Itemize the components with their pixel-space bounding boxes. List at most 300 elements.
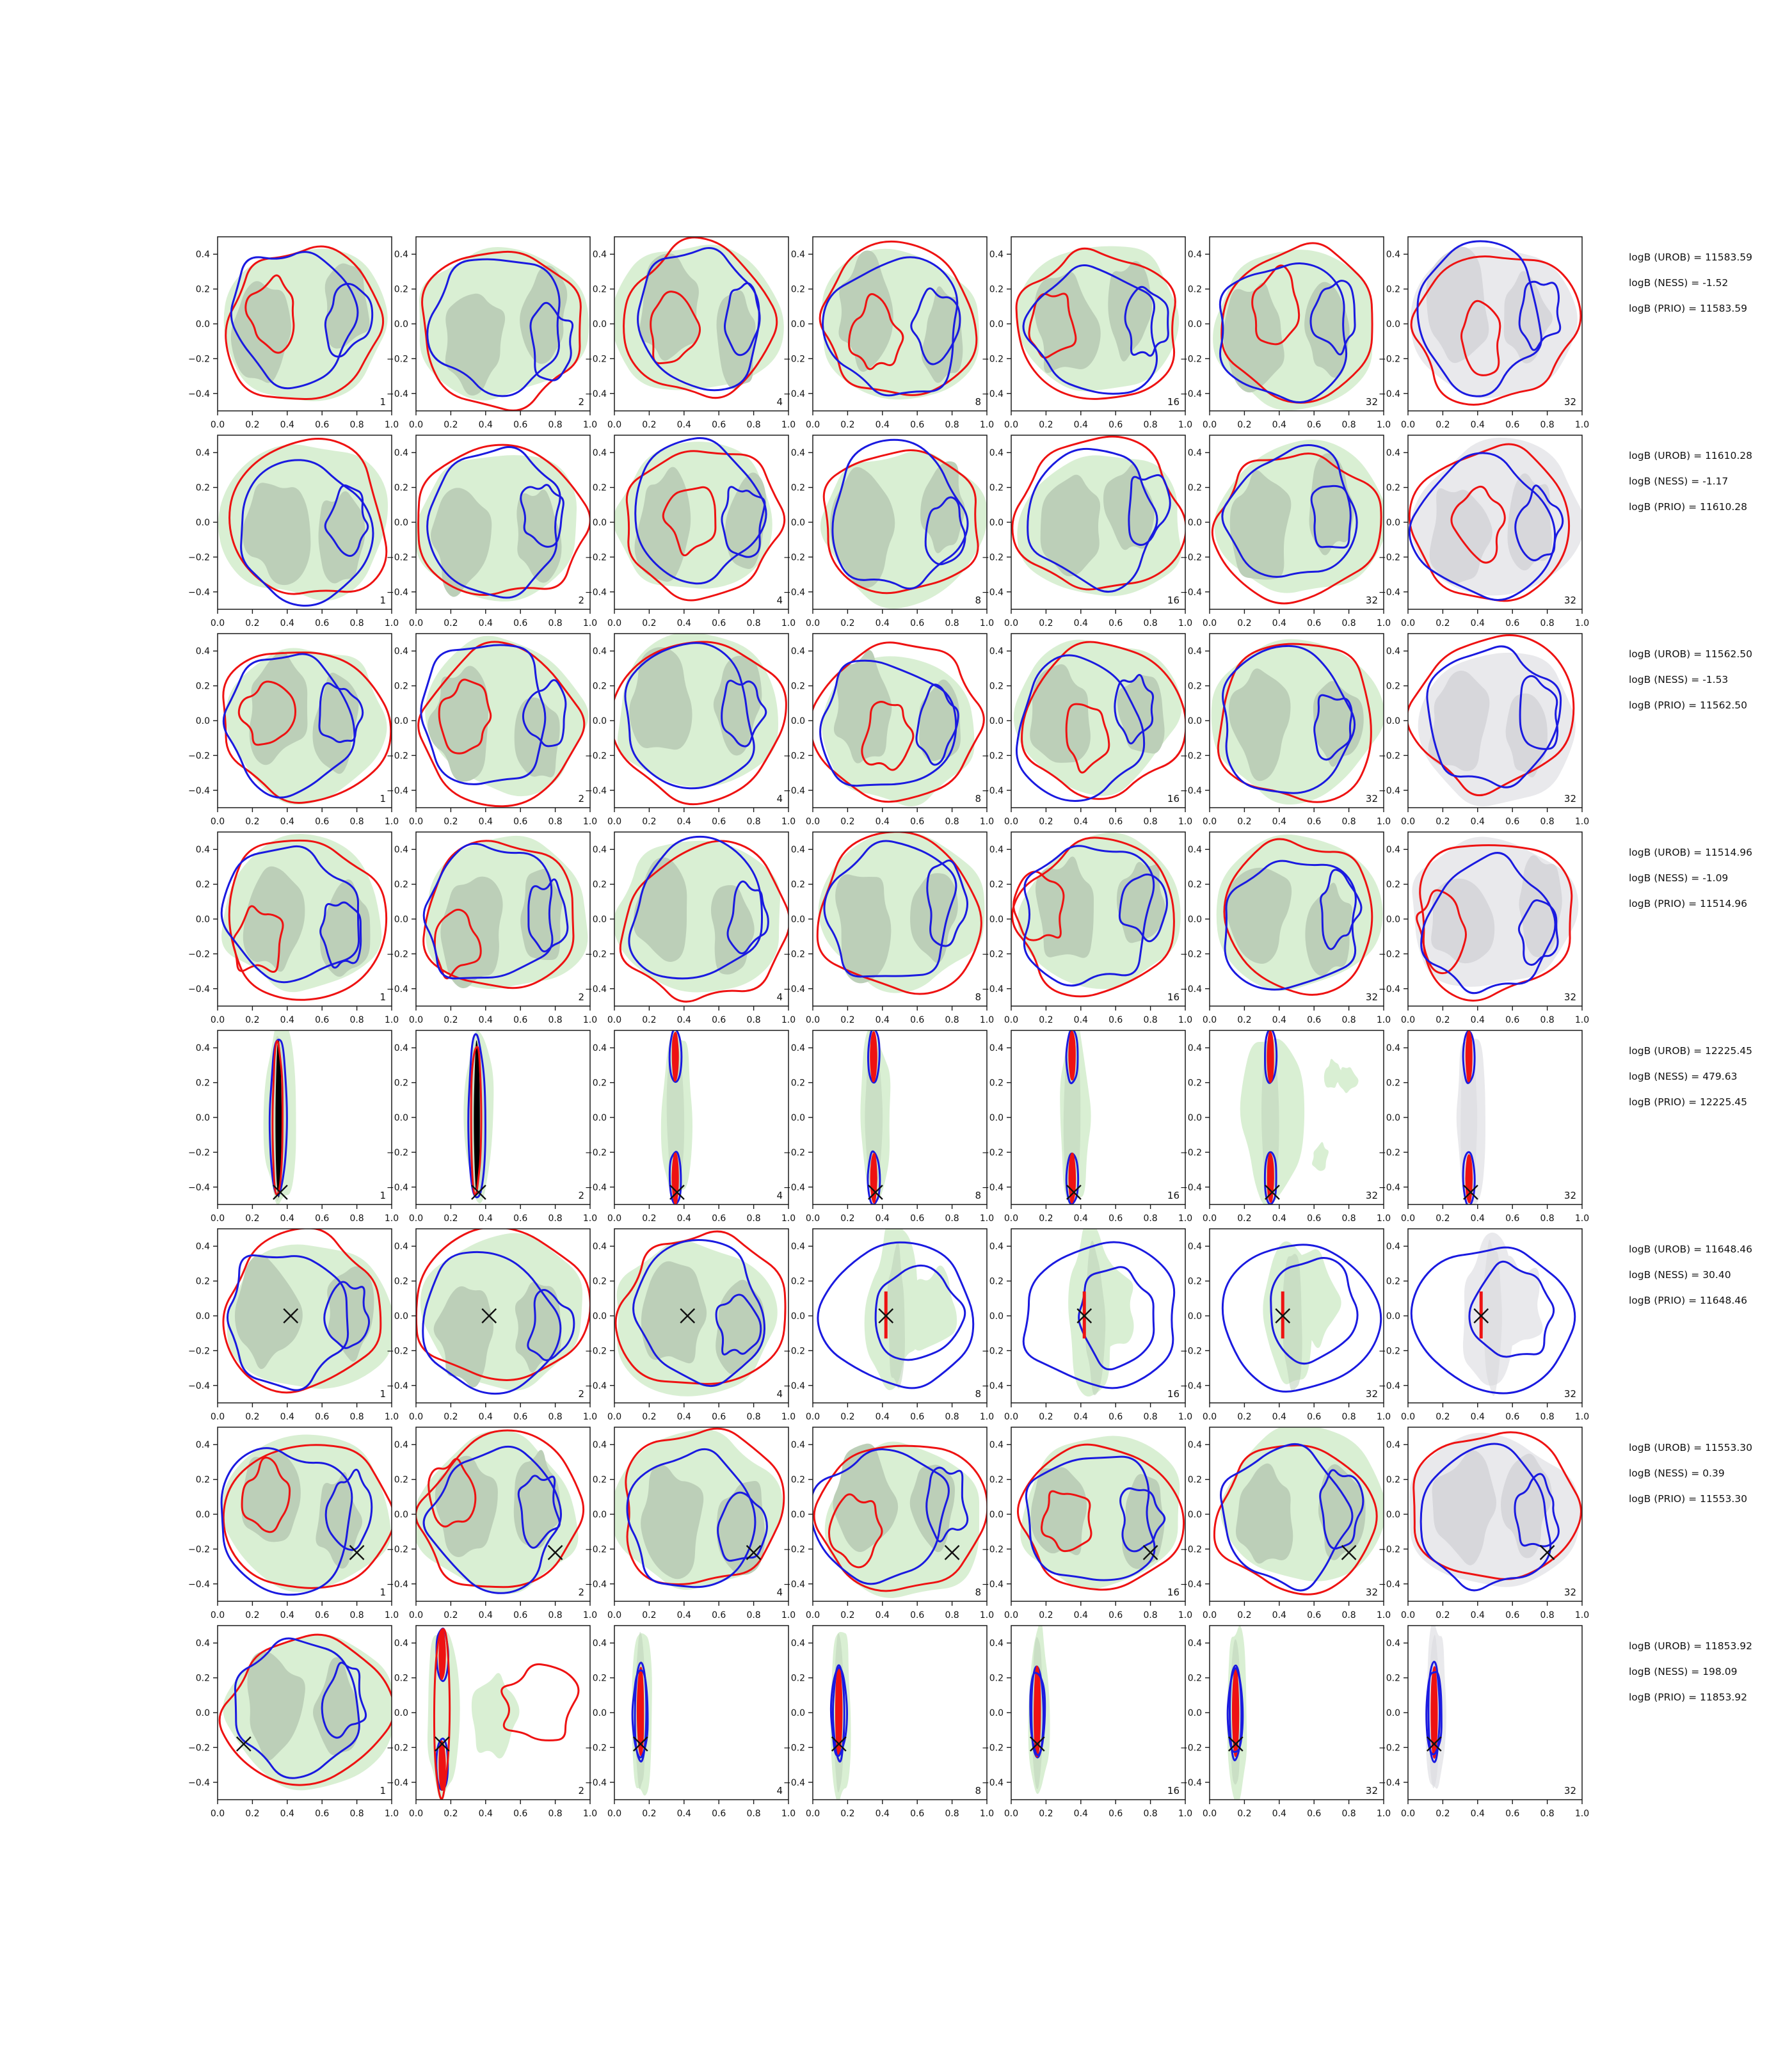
- y-tick-label: 0.4: [195, 1638, 210, 1649]
- x-tick-label: 0.6: [315, 420, 330, 430]
- y-tick-label: −0.2: [387, 1544, 408, 1555]
- x-tick-label: 0.6: [513, 1412, 528, 1422]
- y-tick-label: −0.4: [783, 984, 805, 995]
- x-tick-label: 0.2: [444, 420, 458, 430]
- chain-count-corner-label: 4: [776, 991, 783, 1003]
- x-tick-label: 1.0: [979, 1809, 995, 1819]
- y-tick-label: 0.2: [1386, 1078, 1400, 1089]
- x-tick-label: 0.4: [280, 618, 294, 628]
- x-tick-label: 0.0: [210, 618, 225, 628]
- y-tick-label: 0.2: [790, 1475, 805, 1485]
- x-tick-label: 0.6: [315, 1213, 330, 1224]
- chain-count-corner-label: 16: [1167, 1388, 1180, 1400]
- chain-count-corner-label: 8: [975, 595, 981, 606]
- x-tick-label: 0.4: [280, 1213, 294, 1224]
- y-tick-label: −0.4: [585, 1182, 607, 1193]
- kde-plot-area: [221, 834, 387, 1000]
- y-tick-label: −0.4: [1379, 1777, 1400, 1788]
- x-tick-label: 0.2: [1237, 817, 1252, 827]
- subplot-r5c4: [783, 1027, 994, 1224]
- axes-box: [1408, 1030, 1582, 1204]
- chain-count-corner-label: 16: [1167, 1587, 1180, 1598]
- x-tick-label: 0.4: [478, 420, 493, 430]
- kde-plot-area: [1240, 1029, 1359, 1206]
- y-tick-label: −0.2: [1379, 1544, 1400, 1555]
- x-tick-label: 0.8: [746, 1412, 761, 1422]
- x-tick-label: 0.4: [1272, 420, 1286, 430]
- x-tick-label: 1.0: [1574, 1015, 1590, 1025]
- x-tick-label: 0.6: [712, 1412, 726, 1422]
- x-tick-label: 0.0: [408, 817, 424, 827]
- y-tick-label: 0.0: [1187, 319, 1202, 330]
- y-tick-label: −0.4: [188, 984, 210, 995]
- y-tick-label: −0.2: [585, 354, 607, 365]
- x-tick-label: 1.0: [384, 1610, 399, 1620]
- x-tick-label: 0.0: [805, 817, 820, 827]
- chain-count-corner-label: 1: [380, 396, 386, 408]
- subplot-r7c5: [979, 1427, 1193, 1620]
- kde-plot-area: [1217, 835, 1383, 995]
- y-tick-label: 0.0: [394, 1708, 408, 1718]
- x-tick-label: 0.4: [1073, 1015, 1088, 1025]
- y-tick-label: 0.4: [1386, 1440, 1400, 1451]
- logb-urob-label-row8: logB (UROB) = 11853.92: [1629, 1640, 1753, 1652]
- x-tick-label: 1.0: [1574, 1412, 1590, 1422]
- y-tick-label: −0.4: [387, 1777, 408, 1788]
- chain-count-corner-label: 8: [975, 1190, 981, 1201]
- logb-urob-label-row7: logB (UROB) = 11553.30: [1629, 1442, 1753, 1453]
- x-tick-label: 1.0: [1178, 1809, 1193, 1819]
- x-tick-label: 0.8: [1341, 1213, 1356, 1224]
- x-tick-label: 0.6: [513, 1213, 528, 1224]
- y-tick-label: 0.4: [1386, 845, 1400, 856]
- y-tick-label: 0.2: [989, 1475, 1004, 1485]
- x-tick-label: 0.4: [875, 817, 890, 827]
- y-tick-label: 0.2: [394, 1475, 408, 1485]
- y-tick-label: 0.2: [195, 284, 210, 295]
- kde-plot-area: [1012, 436, 1186, 596]
- y-tick-label: −0.4: [783, 587, 805, 598]
- x-tick-label: 0.0: [210, 1213, 225, 1224]
- kde-plot-area: [661, 1029, 692, 1204]
- x-tick-label: 0.8: [746, 1610, 761, 1620]
- kde-plot-area: [428, 1629, 579, 1800]
- x-tick-label: 0.8: [349, 817, 364, 827]
- kde-plot-area: [223, 1228, 394, 1393]
- subplot-r3c3: [582, 632, 796, 827]
- x-tick-label: 0.8: [349, 1015, 364, 1025]
- x-tick-label: 0.0: [1400, 817, 1416, 827]
- chain-count-corner-label: 1: [380, 793, 386, 804]
- y-tick-label: −0.4: [1180, 1182, 1202, 1193]
- y-tick-label: −0.2: [585, 1346, 607, 1357]
- x-tick-label: 0.2: [245, 1610, 260, 1620]
- x-tick-label: 0.4: [676, 420, 691, 430]
- kde-plot-area: [221, 1435, 394, 1595]
- kde-plot-area: [1457, 1031, 1485, 1207]
- y-tick-label: 0.4: [989, 1440, 1004, 1451]
- y-tick-label: −0.2: [982, 1743, 1004, 1754]
- x-tick-label: 0.8: [1540, 1412, 1555, 1422]
- y-tick-label: 0.2: [1187, 1475, 1202, 1485]
- x-tick-label: 0.0: [607, 1610, 622, 1620]
- x-tick-label: 0.6: [712, 1610, 726, 1620]
- subplot-r5c6: [1180, 1029, 1391, 1224]
- x-tick-label: 0.6: [1505, 817, 1520, 827]
- y-tick-label: 0.4: [592, 1638, 607, 1649]
- y-tick-label: 0.4: [394, 448, 408, 459]
- x-tick-label: 0.6: [1307, 420, 1322, 430]
- y-tick-label: 0.2: [1187, 483, 1202, 493]
- chain-count-corner-label: 4: [776, 1587, 783, 1598]
- logb-ness-label-row3: logB (NESS) = -1.53: [1629, 674, 1729, 685]
- y-tick-label: −0.2: [1379, 949, 1400, 960]
- x-tick-label: 0.6: [1108, 1809, 1123, 1819]
- chain-count-corner-label: 32: [1365, 396, 1378, 408]
- x-tick-label: 1.0: [781, 1015, 796, 1025]
- x-tick-label: 0.4: [478, 1015, 493, 1025]
- subplot-r4c5: [979, 832, 1193, 1025]
- kde-plot-area: [820, 440, 988, 609]
- y-tick-label: 0.2: [1187, 284, 1202, 295]
- y-tick-label: −0.2: [982, 949, 1004, 960]
- x-tick-label: 0.6: [1307, 618, 1322, 628]
- x-tick-label: 1.0: [1178, 618, 1193, 628]
- x-tick-label: 0.8: [746, 1809, 761, 1819]
- x-tick-label: 0.2: [1436, 420, 1450, 430]
- chain-count-corner-label: 16: [1167, 1190, 1180, 1201]
- y-tick-label: −0.4: [1180, 984, 1202, 995]
- y-tick-label: 0.2: [195, 879, 210, 890]
- x-tick-label: 0.4: [1073, 618, 1088, 628]
- x-tick-label: 1.0: [1574, 618, 1590, 628]
- x-tick-label: 0.0: [1400, 1412, 1416, 1422]
- y-tick-label: −0.4: [188, 1579, 210, 1590]
- y-tick-label: 0.2: [1187, 879, 1202, 890]
- kde-plot-area: [860, 1027, 890, 1205]
- x-tick-label: 0.2: [642, 1213, 657, 1224]
- y-tick-label: 0.4: [195, 1440, 210, 1451]
- y-tick-label: −0.4: [387, 587, 408, 598]
- x-tick-label: 1.0: [1376, 1015, 1391, 1025]
- x-tick-label: 0.6: [513, 420, 528, 430]
- kde-plot-area: [264, 1018, 296, 1204]
- y-tick-label: −0.4: [783, 1579, 805, 1590]
- kde-plot-area: [1409, 1432, 1581, 1590]
- chain-count-corner-label: 16: [1167, 1785, 1180, 1796]
- x-tick-label: 0.2: [642, 1809, 657, 1819]
- x-tick-label: 1.0: [781, 817, 796, 827]
- x-tick-label: 0.4: [1470, 1015, 1485, 1025]
- x-tick-label: 0.6: [1505, 1213, 1520, 1224]
- y-tick-label: 0.4: [1386, 646, 1400, 657]
- kde-plot-area: [1426, 1621, 1446, 1789]
- y-tick-label: 0.4: [989, 1242, 1004, 1252]
- x-tick-label: 0.8: [349, 1412, 364, 1422]
- x-tick-label: 0.2: [245, 420, 260, 430]
- kde-plot-area: [611, 1428, 784, 1590]
- x-tick-label: 0.4: [478, 1809, 493, 1819]
- y-tick-label: 0.4: [394, 1638, 408, 1649]
- y-tick-label: 0.4: [790, 646, 805, 657]
- chain-count-corner-label: 8: [975, 1587, 981, 1598]
- subplot-r7c1: [188, 1427, 399, 1620]
- x-tick-label: 0.0: [607, 420, 622, 430]
- y-tick-label: 0.2: [592, 681, 607, 692]
- y-tick-label: −0.2: [585, 1544, 607, 1555]
- y-tick-label: −0.2: [783, 354, 805, 365]
- y-tick-label: 0.4: [989, 250, 1004, 260]
- x-tick-label: 0.6: [1108, 1610, 1123, 1620]
- x-tick-label: 0.2: [1436, 817, 1450, 827]
- x-tick-label: 0.8: [548, 618, 563, 628]
- x-tick-label: 0.2: [245, 1809, 260, 1819]
- chain-count-corner-label: 32: [1564, 396, 1576, 408]
- x-tick-label: 0.0: [1400, 1015, 1416, 1025]
- y-tick-label: 0.4: [394, 646, 408, 657]
- y-tick-label: 0.0: [394, 1510, 408, 1520]
- y-tick-label: 0.4: [1187, 1043, 1202, 1054]
- kde-plot-area: [412, 1430, 583, 1594]
- chain-count-corner-label: 32: [1564, 793, 1576, 804]
- x-tick-label: 0.2: [1039, 1809, 1053, 1819]
- subplot-r5c7: [1376, 1030, 1590, 1224]
- y-tick-label: −0.2: [1180, 552, 1202, 563]
- x-tick-label: 0.0: [1202, 618, 1217, 628]
- subplot-r2c5: [979, 435, 1193, 628]
- chain-count-corner-label: 8: [975, 396, 981, 408]
- x-tick-label: 0.8: [349, 1610, 364, 1620]
- y-tick-label: 0.2: [195, 1276, 210, 1287]
- kde-plot-area: [1411, 241, 1581, 404]
- x-tick-label: 0.0: [607, 1015, 622, 1025]
- logb-prio-label-row2: logB (PRIO) = 11610.28: [1629, 501, 1747, 513]
- x-tick-label: 0.2: [642, 1610, 657, 1620]
- x-tick-label: 0.0: [1400, 1809, 1416, 1819]
- x-tick-label: 0.4: [280, 420, 294, 430]
- kde-plot-area: [1212, 440, 1388, 604]
- x-tick-label: 0.8: [1341, 1015, 1356, 1025]
- y-tick-label: 0.4: [989, 646, 1004, 657]
- subplot-r7c2: [384, 1427, 598, 1620]
- x-tick-label: 0.2: [840, 1015, 855, 1025]
- y-tick-label: 0.4: [1386, 1043, 1400, 1054]
- y-tick-label: 0.2: [195, 483, 210, 493]
- chain-count-corner-label: 16: [1167, 396, 1180, 408]
- x-tick-label: 0.2: [840, 618, 855, 628]
- x-tick-label: 0.0: [607, 1412, 622, 1422]
- y-tick-label: −0.4: [982, 785, 1004, 796]
- subplot-r1c6: [1180, 237, 1391, 430]
- x-tick-label: 0.8: [945, 1213, 959, 1224]
- y-tick-label: −0.2: [188, 354, 210, 365]
- y-tick-label: 0.2: [790, 284, 805, 295]
- subplot-r1c3: [582, 237, 796, 430]
- y-tick-label: −0.2: [1180, 1148, 1202, 1158]
- x-tick-label: 0.4: [1272, 1809, 1286, 1819]
- y-tick-label: −0.4: [585, 984, 607, 995]
- x-tick-label: 0.2: [840, 1213, 855, 1224]
- x-tick-label: 0.6: [712, 817, 726, 827]
- y-tick-label: 0.2: [592, 879, 607, 890]
- y-tick-label: 0.2: [790, 483, 805, 493]
- y-tick-label: 0.0: [195, 1510, 210, 1520]
- x-tick-label: 0.2: [245, 1213, 260, 1224]
- logb-urob-label-row6: logB (UROB) = 11648.46: [1629, 1244, 1753, 1255]
- x-tick-label: 0.6: [1108, 1412, 1123, 1422]
- x-tick-label: 1.0: [1178, 420, 1193, 430]
- y-tick-label: −0.4: [1379, 1182, 1400, 1193]
- x-tick-label: 0.4: [875, 1610, 890, 1620]
- x-tick-label: 0.6: [910, 420, 925, 430]
- chain-count-corner-label: 4: [776, 396, 783, 408]
- x-tick-label: 0.6: [315, 1809, 330, 1819]
- x-tick-label: 0.8: [548, 817, 563, 827]
- x-tick-label: 0.8: [1540, 618, 1555, 628]
- y-tick-label: 0.2: [394, 1078, 408, 1089]
- x-tick-label: 0.8: [1540, 1809, 1555, 1819]
- y-tick-label: 0.2: [394, 1276, 408, 1287]
- chain-count-corner-label: 2: [578, 991, 584, 1003]
- x-tick-label: 0.6: [1505, 420, 1520, 430]
- x-tick-label: 1.0: [979, 1015, 995, 1025]
- x-tick-label: 1.0: [582, 817, 598, 827]
- y-tick-label: 0.0: [195, 1113, 210, 1123]
- logb-prio-label-row6: logB (PRIO) = 11648.46: [1629, 1295, 1747, 1306]
- x-tick-label: 1.0: [1178, 1213, 1193, 1224]
- chain-count-corner-label: 1: [380, 991, 386, 1003]
- subplot-r5c2: [384, 1030, 598, 1224]
- y-tick-label: 0.0: [989, 1510, 1004, 1520]
- y-tick-label: −0.4: [1180, 785, 1202, 796]
- kde-plot-area: [1028, 1621, 1050, 1794]
- x-tick-label: 1.0: [1574, 1213, 1590, 1224]
- y-tick-label: 0.0: [394, 1311, 408, 1322]
- subplot-r3c6: [1180, 634, 1391, 827]
- x-tick-label: 1.0: [1376, 817, 1391, 827]
- y-tick-label: −0.4: [188, 587, 210, 598]
- y-tick-label: 0.0: [195, 915, 210, 925]
- x-tick-label: 1.0: [1376, 618, 1391, 628]
- y-tick-label: 0.4: [592, 1242, 607, 1252]
- logb-ness-label-row8: logB (NESS) = 198.09: [1629, 1666, 1738, 1677]
- y-tick-label: 0.2: [1386, 879, 1400, 890]
- x-tick-label: 1.0: [1178, 1610, 1193, 1620]
- y-tick-label: −0.2: [982, 1346, 1004, 1357]
- chain-count-corner-label: 32: [1564, 1388, 1576, 1400]
- chain-count-corner-label: 4: [776, 1190, 783, 1201]
- x-tick-label: 0.0: [1202, 1213, 1217, 1224]
- y-tick-label: 0.2: [1386, 1475, 1400, 1485]
- y-tick-label: 0.4: [592, 845, 607, 856]
- x-tick-label: 0.2: [245, 618, 260, 628]
- y-tick-label: −0.4: [188, 1777, 210, 1788]
- x-tick-label: 0.2: [840, 1412, 855, 1422]
- y-tick-label: −0.4: [188, 785, 210, 796]
- y-tick-label: −0.2: [188, 949, 210, 960]
- kde-plot-area: [1411, 1233, 1574, 1396]
- subplot-r2c6: [1180, 435, 1391, 628]
- chain-count-corner-label: 2: [578, 1388, 584, 1400]
- y-tick-label: 0.0: [790, 1708, 805, 1718]
- logb-ness-label-row1: logB (NESS) = -1.52: [1629, 277, 1729, 289]
- y-tick-label: −0.2: [783, 1148, 805, 1158]
- y-tick-label: 0.4: [1187, 1638, 1202, 1649]
- kde-plot-area: [611, 632, 786, 804]
- x-tick-label: 0.0: [607, 1213, 622, 1224]
- x-tick-label: 0.0: [1004, 618, 1019, 628]
- y-tick-label: 0.2: [989, 1673, 1004, 1684]
- contour-red-path: [1466, 1031, 1472, 1082]
- subplot-r2c1: [188, 435, 399, 628]
- subplot-r6c2: [384, 1227, 598, 1422]
- x-tick-label: 0.8: [945, 618, 959, 628]
- y-tick-label: 0.2: [989, 1276, 1004, 1287]
- y-tick-label: 0.0: [1187, 915, 1202, 925]
- chain-count-corner-label: 1: [380, 1388, 386, 1400]
- kde-plot-area: [1214, 1425, 1386, 1595]
- x-tick-label: 0.4: [1073, 1412, 1088, 1422]
- x-tick-label: 0.2: [1237, 1610, 1252, 1620]
- y-tick-label: −0.2: [1379, 1148, 1400, 1158]
- x-tick-label: 0.6: [315, 817, 330, 827]
- x-tick-label: 0.6: [1307, 1213, 1322, 1224]
- y-tick-label: 0.0: [790, 1113, 805, 1123]
- chain-count-corner-label: 1: [380, 1785, 386, 1796]
- y-tick-label: 0.4: [1187, 845, 1202, 856]
- chain-count-corner-label: 2: [578, 793, 584, 804]
- y-tick-label: 0.4: [989, 845, 1004, 856]
- y-tick-label: −0.2: [1379, 552, 1400, 563]
- contour-red-path: [1069, 1031, 1075, 1080]
- x-tick-label: 0.4: [478, 1412, 493, 1422]
- x-tick-label: 0.4: [875, 618, 890, 628]
- y-tick-label: 0.0: [790, 915, 805, 925]
- y-tick-label: 0.0: [592, 1708, 607, 1718]
- x-tick-label: 0.6: [513, 1610, 528, 1620]
- y-tick-label: −0.4: [1379, 1579, 1400, 1590]
- x-tick-label: 0.0: [1202, 817, 1217, 827]
- y-tick-label: 0.0: [592, 716, 607, 726]
- x-tick-label: 0.4: [280, 1610, 294, 1620]
- kde-plot-area: [416, 1227, 590, 1393]
- y-tick-label: −0.2: [783, 1346, 805, 1357]
- x-tick-label: 0.8: [945, 1412, 959, 1422]
- y-tick-label: −0.4: [1180, 388, 1202, 399]
- y-tick-label: −0.2: [387, 751, 408, 762]
- logb-prio-label-row7: logB (PRIO) = 11553.30: [1629, 1493, 1747, 1505]
- chain-count-corner-label: 2: [578, 1587, 584, 1598]
- x-tick-label: 0.4: [1073, 420, 1088, 430]
- y-tick-label: −0.4: [387, 984, 408, 995]
- y-tick-label: −0.4: [387, 1182, 408, 1193]
- x-tick-label: 0.2: [1039, 420, 1053, 430]
- y-tick-label: 0.0: [1386, 716, 1400, 726]
- y-tick-label: 0.4: [394, 1043, 408, 1054]
- chain-count-corner-label: 2: [578, 595, 584, 606]
- logb-prio-label-row1: logB (PRIO) = 11583.59: [1629, 303, 1747, 314]
- x-tick-label: 0.6: [1307, 1809, 1322, 1819]
- y-tick-label: −0.2: [188, 1743, 210, 1754]
- y-tick-label: −0.4: [387, 1380, 408, 1391]
- x-tick-label: 0.4: [280, 1412, 294, 1422]
- y-tick-label: 0.4: [1386, 448, 1400, 459]
- x-tick-label: 0.2: [444, 1015, 458, 1025]
- x-tick-label: 1.0: [1178, 817, 1193, 827]
- x-tick-label: 0.4: [1073, 1610, 1088, 1620]
- y-tick-label: 0.0: [989, 1311, 1004, 1322]
- x-tick-label: 1.0: [979, 1412, 995, 1422]
